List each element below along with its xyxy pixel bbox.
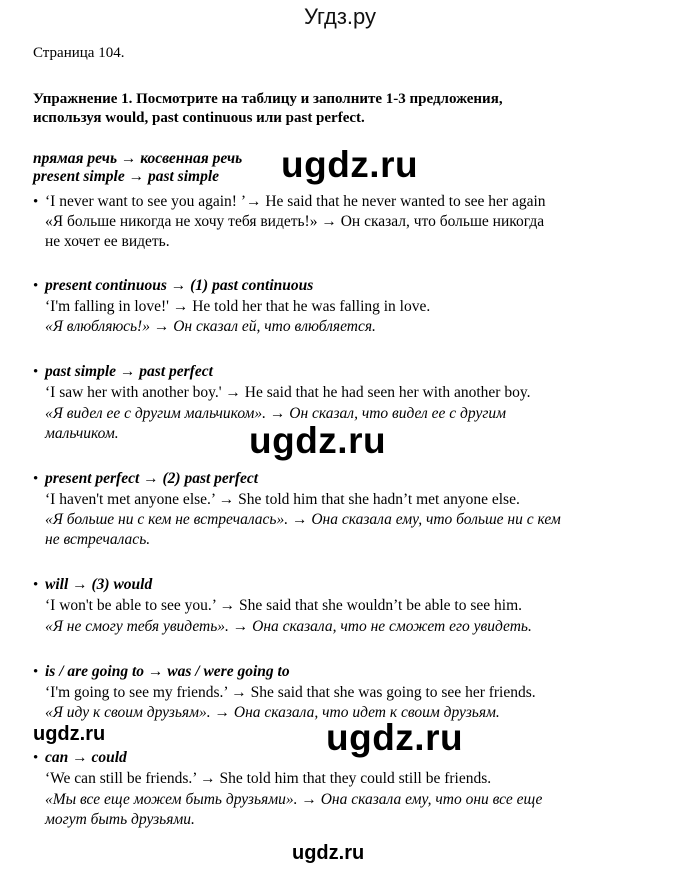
example-ru: не встречалась. <box>45 531 151 548</box>
example-en: ‘We can still be friends.’ → She told him that they could still be friends. <box>45 770 492 787</box>
bullet: • <box>33 664 39 680</box>
example-ru: «Я иду к своим друзьям». → Она сказала, что идет к своим друзьям. <box>45 704 500 721</box>
table-head-tense: present simple → past simple <box>33 168 219 185</box>
example-ru: мальчиком. <box>45 425 119 442</box>
example-ru: «Я больше никогда не хочу тебя видеть!» → Он сказал, что больше никогда <box>45 213 545 230</box>
exercise-title <box>33 90 653 128</box>
example-en: ‘I won't be able to see you.’ → She said that she wouldn’t be able to see him. <box>45 597 523 614</box>
bullet: • <box>33 364 39 380</box>
example-ru: «Я не смогу тебя увидеть». → Она сказала, что не сможет его увидеть. <box>45 618 532 635</box>
bullet: • <box>33 278 39 294</box>
bullet: • <box>33 194 39 210</box>
rule-heading: past simple → past perfect <box>45 363 213 380</box>
page-number: Страница 104. <box>33 45 125 61</box>
example-ru: не хочет ее видеть. <box>45 233 170 250</box>
watermark: ugdz.ru <box>249 420 387 461</box>
bullet: • <box>33 750 39 766</box>
example-en: ‘I saw her with another boy.' → He said that he had seen her with another boy. <box>45 384 531 401</box>
example-ru: могут быть друзьями. <box>45 811 195 828</box>
table-head-speech: прямая речь → косвенная речь <box>33 150 243 167</box>
example-ru: «Я больше ни с кем не встречалась». → Она сказала ему, что больше ни с кем <box>45 511 561 528</box>
rule-heading: can → could <box>45 749 127 766</box>
rule-heading: present continuous → (1) past continuous <box>45 277 314 294</box>
example-ru: «Я влюбляюсь!» → Он сказал ей, что влюбляется. <box>45 318 376 335</box>
exercise-title-line-2: используя would, past continuous или past perfect. <box>33 110 365 126</box>
example-en: ‘I'm going to see my friends.’ → She said that she was going to see her friends. <box>45 684 536 701</box>
bullet: • <box>33 577 39 593</box>
rule-heading: is / are going to → was / were going to <box>45 663 290 680</box>
example-en: ‘I haven't met anyone else.’ → She told him that she hadn’t met anyone else. <box>45 491 520 508</box>
watermark-small: ugdz.ru <box>33 723 106 745</box>
rule-heading: will → (3) would <box>45 576 153 593</box>
watermark: ugdz.ru <box>281 144 419 185</box>
rule-heading: present perfect → (2) past perfect <box>45 470 259 487</box>
example-ru: «Я видел ее с другим мальчиком». → Он сказал, что видел ее с другим <box>45 405 507 422</box>
watermark: ugdz.ru <box>326 717 464 758</box>
exercise-title-line-1: Упражнение 1. Посмотрите на таблицу и заполните 1-3 предложения, <box>33 91 503 107</box>
watermark-bottom: ugdz.ru <box>292 842 365 864</box>
example-en: ‘I never want to see you again! ’→ He said that he never wanted to see her again <box>45 193 546 210</box>
example-ru: «Мы все еще можем быть друзьями». → Она сказала ему, что они все еще <box>45 791 543 808</box>
example-en: ‘I'm falling in love!' → He told her that he was falling in love. <box>45 298 431 315</box>
bullet: • <box>33 471 39 487</box>
site-header: Угдз.ру <box>303 4 377 29</box>
